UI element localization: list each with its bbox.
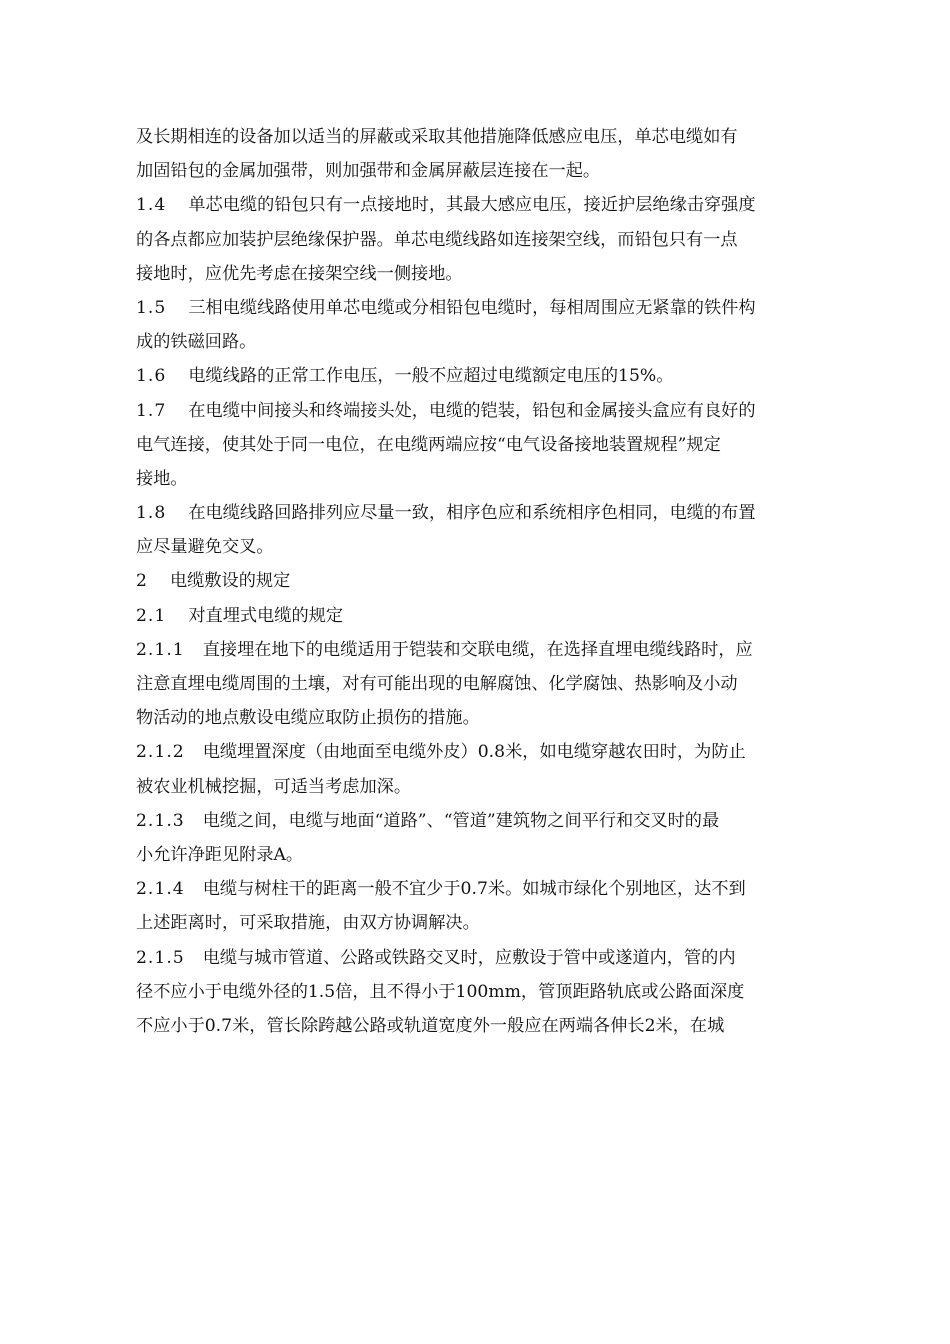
clause-number: 1.6 [136, 366, 167, 387]
clause-text: 不应小于0.7米，管长除跨越公路或轨道宽度外一般应在两端各伸长2米，在城 [136, 1015, 725, 1036]
section-number: 2 [136, 571, 148, 592]
clause-text: 径不应小于电缆外径的1.5倍，且不得小于100mm，管顶距路轨底或公路面深度 [136, 981, 745, 1002]
text-line [136, 325, 818, 359]
clause-text: 电缆线路的正常工作电压，一般不应超过电缆额定电压的15%。 [188, 366, 674, 387]
text-line [136, 530, 818, 564]
clause-number: 2.1.3 [136, 810, 185, 831]
clause-text: 接地时，应优先考虑在接架空线一侧接地。 [136, 263, 463, 284]
text-line [136, 462, 818, 496]
text-line [136, 838, 818, 872]
text-line [136, 667, 818, 701]
text-line [136, 291, 818, 325]
clause-text: 直接埋在地下的电缆适用于铠装和交联电缆，在选择直埋电缆线路时，应 [202, 639, 753, 660]
text-line [136, 359, 818, 393]
clause-text: 电气连接，使其处于同一电位，在电缆两端应按“电气设备接地装置规程”规定 [136, 434, 721, 455]
clause-text: 电缆之间，电缆与地面“道路”、“管道”建筑物之间平行和交叉时的最 [202, 810, 720, 831]
section-title: 电缆敷设的规定 [169, 571, 291, 592]
text-line [136, 496, 818, 530]
text-line [136, 120, 818, 154]
subsection-title: 对直埋式电缆的规定 [188, 605, 344, 626]
text-line [136, 941, 818, 975]
text-line [136, 633, 818, 667]
clause-text: 上述距离时，可采取措施，由双方协调解决。 [136, 913, 480, 934]
clause-text: 小允许净距见附录A。 [136, 844, 304, 865]
text-line [136, 770, 818, 804]
clause-text: 在电缆线路回路排列应尽量一致，相序色应和系统相序色相同，电缆的布置 [188, 503, 756, 524]
text-line [136, 257, 818, 291]
clause-text: 注意直埋电缆周围的土壤，对有可能出现的电解腐蚀、化学腐蚀、热影响及小动 [136, 674, 738, 694]
clause-text: 三相电缆线路使用单芯电缆或分相铅包电缆时，每相周围应无紧靠的铁件构 [188, 297, 756, 318]
clause-text: 接地。 [136, 468, 188, 489]
clause-text: 及长期相连的设备加以适当的屏蔽或采取其他措施降低感应电压，单芯电缆如有 [136, 127, 738, 147]
text-line [136, 701, 818, 735]
clause-text: 物活动的地点敷设电缆应取防止损伤的措施。 [136, 708, 480, 729]
clause-number: 2.1.4 [136, 879, 185, 900]
text-line [136, 906, 818, 940]
clause-text: 应尽量避免交叉。 [136, 537, 274, 558]
text-line [136, 188, 818, 222]
section-heading [136, 564, 818, 598]
text-line [136, 804, 818, 838]
clause-number: 1.8 [136, 503, 167, 524]
text-line [136, 975, 818, 1009]
clause-text: 加固铅包的金属加强带，则加强带和金属屏蔽层连接在一起。 [136, 161, 601, 182]
subsection-heading [136, 599, 818, 633]
clause-text: 电缆与城市管道、公路或铁路交叉时，应敷设于管中或遂道内，管的内 [202, 947, 736, 968]
subsection-number: 2.1 [136, 605, 167, 626]
clause-text: 被农业机械挖掘，可适当考虑加深。 [136, 776, 412, 797]
text-line [136, 223, 818, 257]
text-line [136, 872, 818, 906]
text-line [136, 735, 818, 769]
clause-number: 1.4 [136, 195, 167, 216]
clause-text: 单芯电缆的铅包只有一点接地时，其最大感应电压，接近护层绝缘击穿强度 [188, 195, 756, 216]
clause-number: 2.1.5 [136, 947, 185, 968]
clause-number: 1.7 [136, 400, 167, 421]
text-line [136, 154, 818, 188]
text-line [136, 1009, 818, 1043]
clause-number: 2.1.2 [136, 742, 185, 763]
clause-text: 成的铁磁回路。 [136, 332, 257, 353]
clause-number: 2.1.1 [136, 639, 185, 660]
clause-text: 在电缆中间接头和终端接头处，电缆的铠装，铅包和金属接头盒应有良好的 [188, 400, 756, 421]
clause-number: 1.5 [136, 297, 167, 318]
clause-text: 的各点都应加装护层绝缘保护器。单芯电缆线路如连接架空线，而铅包只有一点 [136, 229, 738, 250]
clause-text: 电缆与树柱干的距离一般不宜少于0.7米。如城市绿化个别地区，达不到 [202, 879, 746, 900]
text-line [136, 394, 818, 428]
document-page [136, 120, 818, 1043]
clause-text: 电缆埋置深度（由地面至电缆外皮）0.8米，如电缆穿越农田时，为防止 [202, 742, 746, 763]
text-line [136, 428, 818, 462]
